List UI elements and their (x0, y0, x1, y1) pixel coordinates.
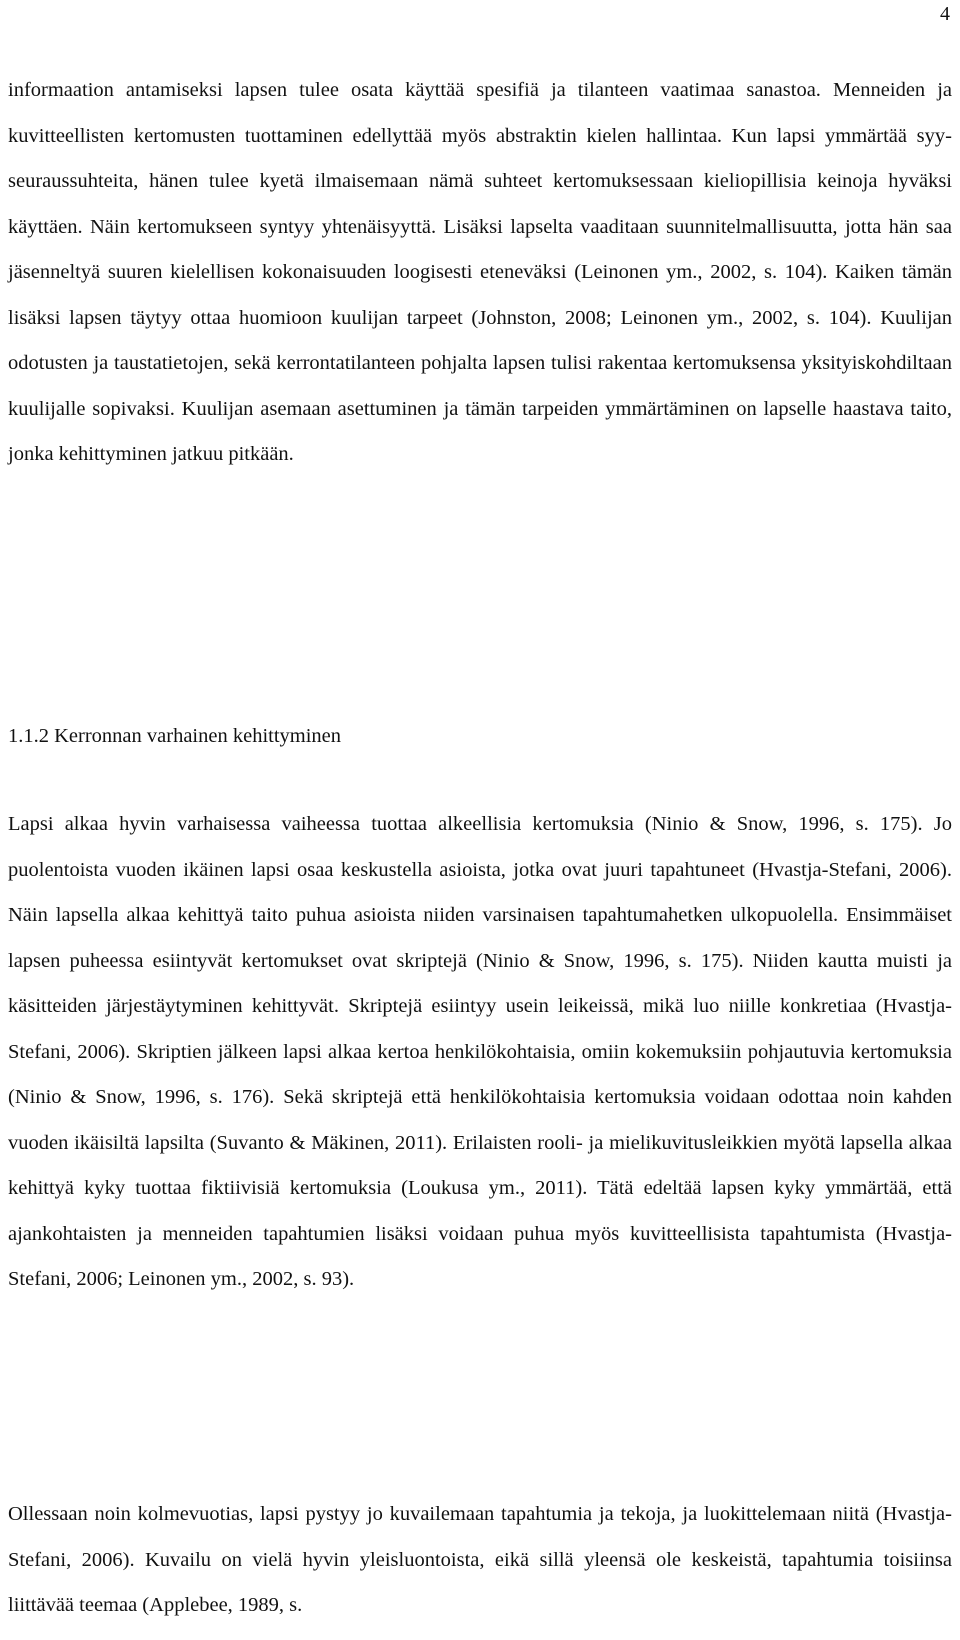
section-heading: 1.1.2 Kerronnan varhainen kehittyminen (8, 725, 342, 747)
page-number: 4 (940, 3, 950, 25)
paragraph-3: Ollessaan noin kolmevuotias, lapsi pystyy jo kuvailemaan tapahtumia ja tekoja, ja luokittelemaan niitä (Hvastja-Stefani, 2006). Kuvailu on vielä hyvin yleisluontoista, eikä sillä yleensä ole keskeistä, tapahtumia toisiinsa liittävää teemaa (Applebee, 1989, s. (8, 1503, 952, 1616)
paragraph-2: Lapsi alkaa hyvin varhaisessa vaiheessa tuottaa alkeellisia kertomuksia (Ninio & Snow, 1996, s. 175). Jo puolentoista vuoden ikäinen lapsi osaa keskustella asioista, jotka ovat juuri tapahtuneet (Hvastja-Stefani, 2006). Näin lapsella alkaa kehittyä taito puhua asioista niiden varsinaisen tapahtumahetken ulkopuolella. Ensimmäiset lapsen puheessa esiintyvät kertomukset ovat skriptejä (Ninio & Snow, 1996, s. 175). Niiden kautta muisti ja käsitteiden järjestäytyminen kehittyvät. Skriptejä esiintyy usein leikeissä, mikä luo niille konkretiaa (Hvastja-Stefani, 2006). Skriptien jälkeen lapsi alkaa kertoa henkilökohtaisia, omiin kokemuksiin pohjautuvia kertomuksia (Ninio & Snow, 1996, s. 176). Sekä skriptejä että henkilökohtaisia kertomuksia voidaan odottaa noin kahden vuoden ikäisiltä lapsilta (Suvanto & Mäkinen, 2011). Erilaisten rooli- ja mielikuvitusleikkien myötä lapsella alkaa kehittyä kyky tuottaa fiktiivisiä kertomuksia (Loukusa ym., 2011). Tätä edeltää lapsen kyky ymmärtää, että ajankohtaisten ja menneiden tapahtumien lisäksi voidaan puhua myös kuvitteellisista tapahtumista (Hvastja-Stefani, 2006; Leinonen ym., 2002, s. 93). (8, 813, 952, 1290)
paragraph-1: informaation antamiseksi lapsen tulee osata käyttää spesifiä ja tilanteen vaatimaa sanastoa. Menneiden ja kuvitteellisten kertomusten tuottaminen edellyttää myös abstraktin kielen hallintaa. Kun lapsi ymmärtää syy-seuraussuhteita, hänen tulee kyetä ilmaisemaan nämä suhteet kertomuksessaan kieliopillisia keinoja hyväksi käyttäen. Näin kertomukseen syntyy yhtenäisyyttä. Lisäksi lapselta vaaditaan suunnitelmallisuutta, jotta hän saa jäsenneltyä suuren kielellisen kokonaisuuden loogisesti eteneväksi (Leinonen ym., 2002, s. 104). Kaiken tämän lisäksi lapsen täytyy ottaa huomioon kuulijan tarpeet (Johnston, 2008; Leinonen ym., 2002, s. 104). Kuulijan odotusten ja taustatietojen, sekä kerrontatilanteen pohjalta lapsen tulisi rakentaa kertomuksensa yksityiskohdiltaan kuulijalle sopivaksi. Kuulijan asemaan asettuminen ja tämän tarpeiden ymmärtäminen on lapselle haastava taito, jonka kehittyminen jatkuu pitkään. (8, 79, 952, 465)
